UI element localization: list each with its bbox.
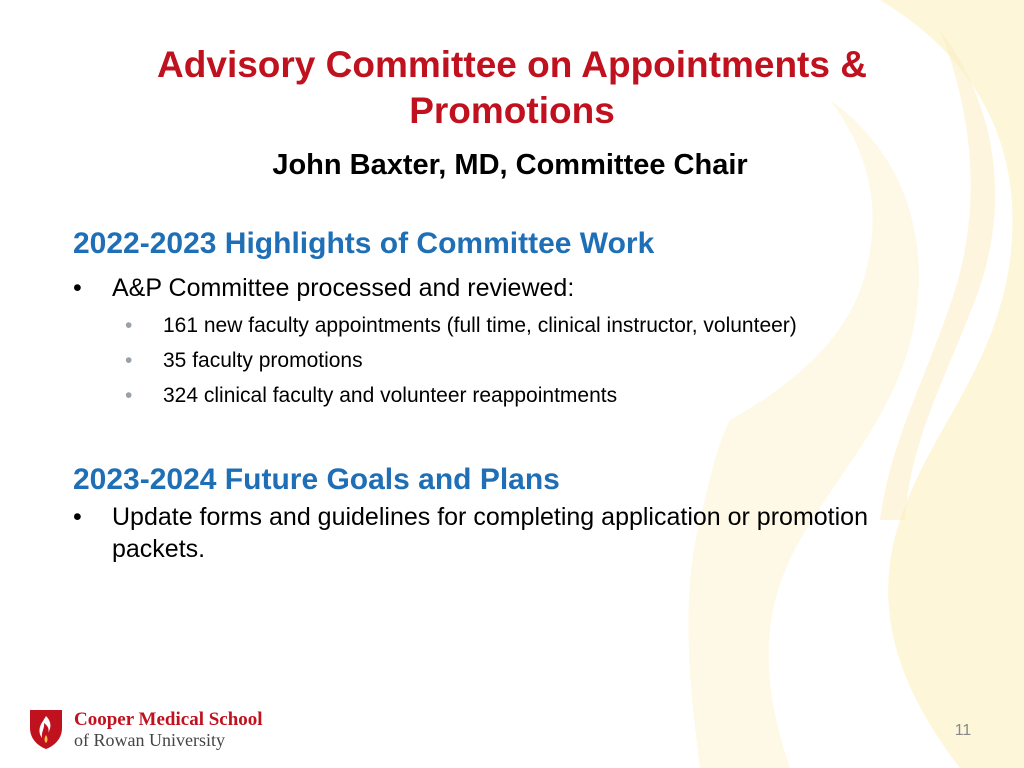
bullet-update-forms [73,501,873,565]
logo-text-line1: Cooper Medical School [74,709,263,730]
sub-bullet-icon: • [125,384,133,407]
sub-bullet-icon: • [125,349,133,372]
bullet-committee-processed [73,272,873,304]
sub-bullet-promotions [125,347,985,375]
bullet-icon: • [73,274,82,302]
bullet-icon: • [73,503,82,531]
sub-bullet-icon: • [125,314,133,337]
cooper-medical-school-logo [28,708,288,752]
section-heading-highlights: 2022-2023 Highlights of Committee Work [73,227,655,260]
bullet-text: Update forms and guidelines for completing application or promotion packets. [112,503,868,563]
flame-shield-icon [28,708,64,750]
slide-title: Advisory Committee on Appointments & Promotions [157,44,867,131]
sub-bullet-reappointments [125,382,985,410]
sub-bullet-text: 35 faculty promotions [163,349,363,372]
logo-text-line2: of Rowan University [74,730,225,750]
sub-bullet-text: 324 clinical faculty and volunteer reappointments [163,384,618,407]
slide-subtitle: John Baxter, MD, Committee Chair [272,149,748,181]
section-heading-future-goals: 2023-2024 Future Goals and Plans [73,463,560,496]
page-number: 11 [954,722,972,739]
sub-bullet-new-appointments [125,312,985,340]
bullet-text: A&P Committee processed and reviewed: [112,274,575,302]
sub-bullet-text: 161 new faculty appointments (full time, clinical instructor, volunteer) [163,314,797,337]
